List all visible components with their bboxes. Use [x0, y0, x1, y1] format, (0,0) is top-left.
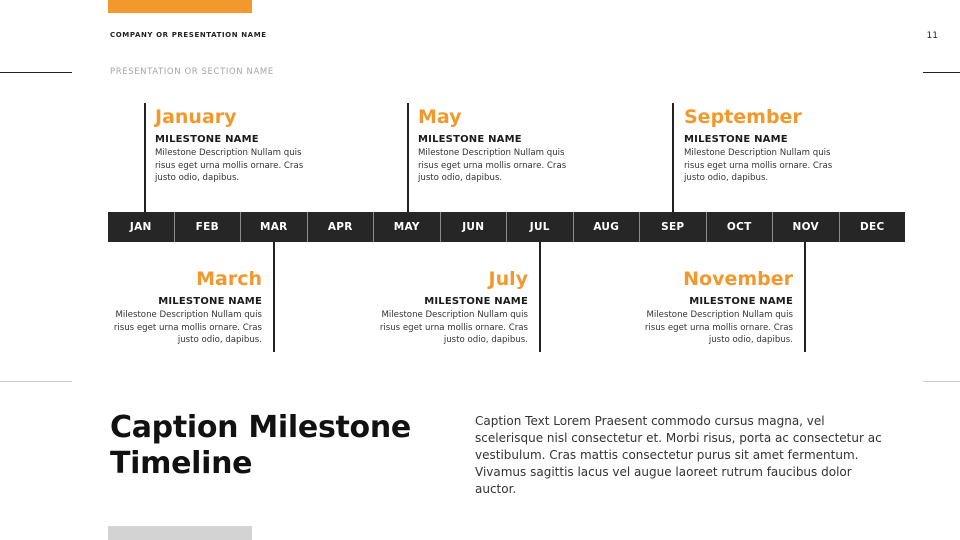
milestone-month: January [155, 106, 237, 128]
milestone-name: MILESTONE NAME [155, 134, 259, 145]
connector-september [672, 103, 674, 212]
left-header-rule [0, 72, 72, 73]
caption-title: Caption Milestone Timeline [110, 410, 411, 481]
milestone-month: March [196, 268, 262, 290]
right-header-rule [923, 72, 960, 73]
page-number: 11 [926, 31, 938, 41]
month-cell-aug: AUG [574, 212, 641, 242]
month-cell-mar: MAR [241, 212, 308, 242]
milestone-name: MILESTONE NAME [689, 296, 793, 307]
month-cell-apr: APR [308, 212, 375, 242]
milestone-name: MILESTONE NAME [418, 134, 522, 145]
month-timeline-bar [108, 212, 905, 242]
milestone-description: Milestone Description Nullam quis risus eget urna mollis ornare. Cras justo odio, dapibus. [644, 310, 793, 346]
section-name: PRESENTATION OR SECTION NAME [110, 67, 274, 77]
left-caption-rule [0, 381, 72, 382]
month-cell-oct: OCT [707, 212, 774, 242]
month-cell-nov: NOV [773, 212, 840, 242]
month-cell-dec: DEC [860, 221, 885, 233]
accent-bar-top [108, 0, 252, 13]
milestone-name: MILESTONE NAME [424, 296, 528, 307]
milestone-march [112, 268, 262, 347]
milestone-description: Milestone Description Nullam quis risus eget urna mollis ornare. Cras justo odio, dapibus. [155, 148, 304, 184]
company-name: COMPANY OR PRESENTATION NAME [110, 31, 267, 39]
milestone-month: November [683, 268, 793, 290]
accent-bar-bottom [108, 526, 252, 540]
milestone-description: Milestone Description Nullam quis risus eget urna mollis ornare. Cras justo odio, dapibus. [379, 310, 528, 346]
month-cell-jun: JUN [441, 212, 508, 242]
month-cell-jul: JUL [507, 212, 574, 242]
milestone-description: Milestone Description Nullam quis risus eget urna mollis ornare. Cras justo odio, dapibus. [113, 310, 262, 346]
milestone-january [155, 106, 305, 185]
milestone-month: May [418, 106, 462, 128]
milestone-description: Milestone Description Nullam quis risus eget urna mollis ornare. Cras justo odio, dapibus. [418, 148, 567, 184]
connector-november [804, 242, 806, 352]
connector-may [407, 103, 409, 212]
milestone-may [418, 106, 568, 185]
month-cell-feb: FEB [175, 212, 242, 242]
caption-text: Caption Text Lorem Praesent commodo cursus magna, vel scelerisque nisl consectetur et. Morbi risus, porta ac consectetur ac vestibulum. Cras mattis consectetur purus sit amet fermentum. Vivamus sagittis lacus vel augue laoreet rutrum faucibus dolor auctor. [475, 414, 882, 496]
right-caption-rule [923, 381, 960, 382]
connector-january [144, 103, 146, 212]
month-cell-jan: JAN [108, 212, 175, 242]
milestone-name: MILESTONE NAME [158, 296, 262, 307]
milestone-november [643, 268, 793, 347]
connector-july [539, 242, 541, 352]
milestone-month: July [488, 268, 528, 290]
milestone-september [684, 106, 834, 185]
milestone-july [378, 268, 528, 347]
month-cell-sep: SEP [640, 212, 707, 242]
milestone-description: Milestone Description Nullam quis risus eget urna mollis ornare. Cras justo odio, dapibus. [684, 148, 833, 184]
connector-march [273, 242, 275, 352]
month-cell-may: MAY [374, 212, 441, 242]
milestone-name: MILESTONE NAME [684, 134, 788, 145]
milestone-month: September [684, 106, 802, 128]
